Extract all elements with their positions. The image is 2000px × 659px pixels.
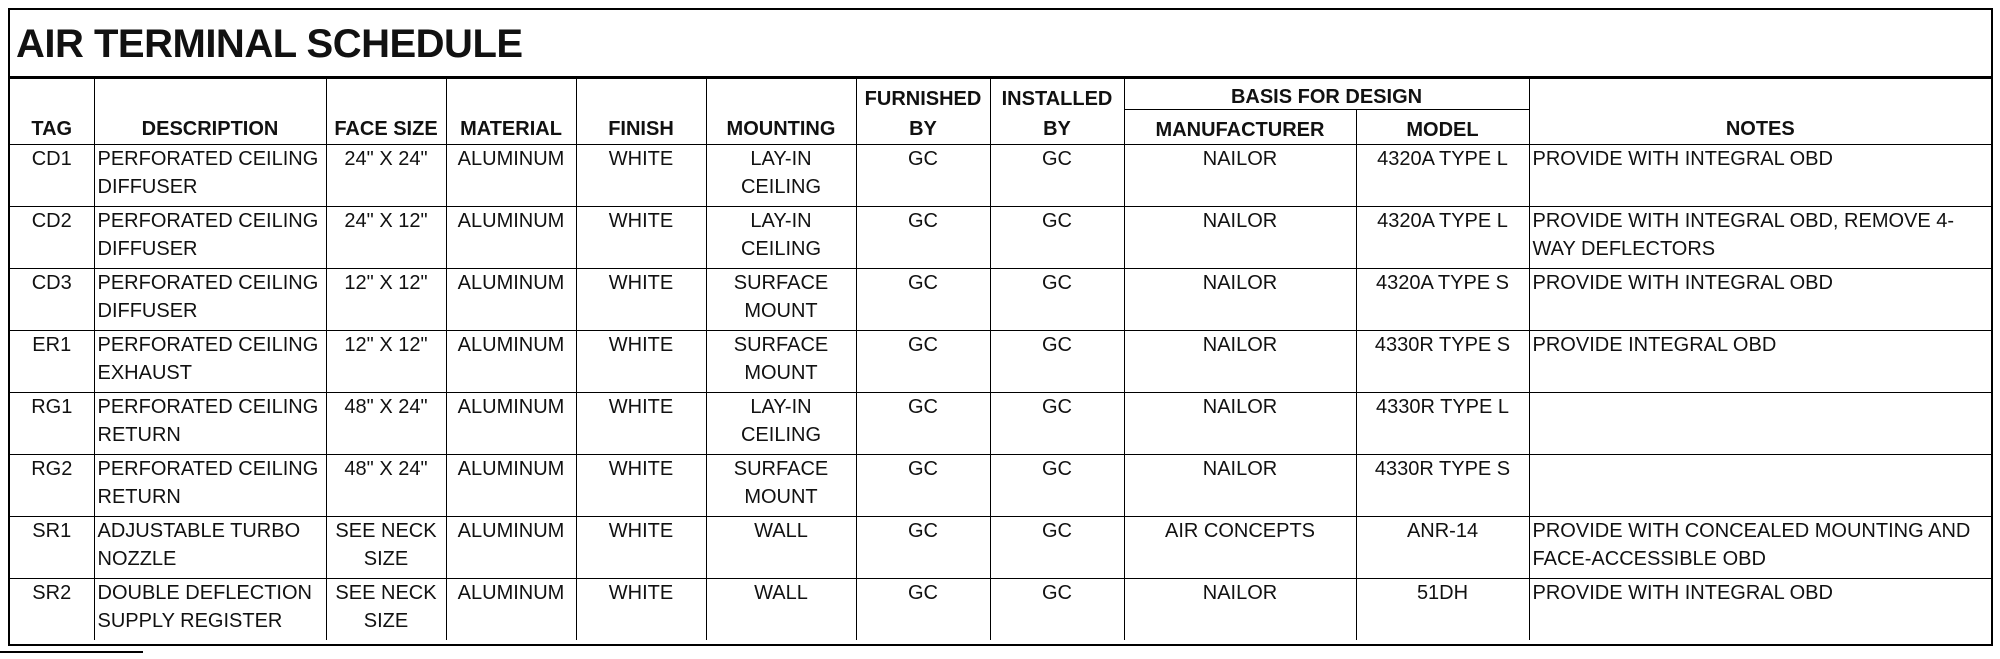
cell-manufacturer: NAILOR	[1124, 145, 1356, 207]
cell-tag: SR2	[10, 579, 94, 641]
cell-installed-by: GC	[990, 269, 1124, 331]
cell-finish: WHITE	[576, 145, 706, 207]
cell-mounting: LAY-IN CEILING	[706, 207, 856, 269]
cell-finish: WHITE	[576, 269, 706, 331]
cell-face-size: SEE NECK SIZE	[326, 579, 446, 641]
cell-tag: RG2	[10, 455, 94, 517]
cell-description: PERFORATED CEILING EXHAUST	[94, 331, 326, 393]
cell-material: ALUMINUM	[446, 207, 576, 269]
cell-face-size: 12" X 12"	[326, 331, 446, 393]
cell-furnished-by: GC	[856, 207, 990, 269]
cell-manufacturer: NAILOR	[1124, 455, 1356, 517]
cell-model: 4320A TYPE L	[1356, 207, 1529, 269]
cell-model: 4330R TYPE L	[1356, 393, 1529, 455]
cell-notes: PROVIDE INTEGRAL OBD	[1529, 331, 1991, 393]
cell-tag: SR1	[10, 517, 94, 579]
cell-notes: PROVIDE WITH INTEGRAL OBD, REMOVE 4-WAY DEFLECTORS	[1529, 207, 1991, 269]
cell-installed-by: GC	[990, 455, 1124, 517]
cell-model: 4320A TYPE L	[1356, 145, 1529, 207]
header-tag: TAG	[10, 79, 94, 145]
header-furnished-by-line2: BY	[909, 118, 937, 140]
schedule-title: AIR TERMINAL SCHEDULE	[10, 10, 1991, 78]
cell-installed-by: GC	[990, 517, 1124, 579]
cell-material: ALUMINUM	[446, 517, 576, 579]
cell-installed-by: GC	[990, 393, 1124, 455]
cell-tag: CD3	[10, 269, 94, 331]
cell-face-size: 48" X 24"	[326, 393, 446, 455]
cell-description: ADJUSTABLE TURBO NOZZLE	[94, 517, 326, 579]
cell-material: ALUMINUM	[446, 455, 576, 517]
schedule-table	[10, 78, 1991, 640]
header-notes: NOTES	[1529, 79, 1991, 145]
cell-description: DOUBLE DEFLECTION SUPPLY REGISTER	[94, 579, 326, 641]
cell-tag: CD2	[10, 207, 94, 269]
table-row	[10, 455, 1991, 517]
cell-model: 4330R TYPE S	[1356, 331, 1529, 393]
cell-mounting: WALL	[706, 517, 856, 579]
cell-furnished-by: GC	[856, 455, 990, 517]
table-row	[10, 331, 1991, 393]
cell-notes: PROVIDE WITH INTEGRAL OBD	[1529, 269, 1991, 331]
cell-notes	[1529, 393, 1991, 455]
cell-manufacturer: NAILOR	[1124, 579, 1356, 641]
cell-mounting: LAY-IN CEILING	[706, 145, 856, 207]
header-installed-by	[990, 79, 1124, 145]
header-installed-by-line2: BY	[1043, 118, 1071, 140]
table-row	[10, 145, 1991, 207]
cell-installed-by: GC	[990, 331, 1124, 393]
schedule-body	[10, 145, 1991, 641]
cell-tag: ER1	[10, 331, 94, 393]
cell-furnished-by: GC	[856, 145, 990, 207]
cell-mounting: WALL	[706, 579, 856, 641]
cell-face-size: SEE NECK SIZE	[326, 517, 446, 579]
cell-furnished-by: GC	[856, 393, 990, 455]
cell-manufacturer: NAILOR	[1124, 269, 1356, 331]
cell-finish: WHITE	[576, 455, 706, 517]
cell-material: ALUMINUM	[446, 331, 576, 393]
header-finish: FINISH	[576, 79, 706, 145]
schedule-sheet	[8, 8, 1993, 646]
table-row	[10, 579, 1991, 641]
cell-description: PERFORATED CEILING RETURN	[94, 455, 326, 517]
cell-description: PERFORATED CEILING RETURN	[94, 393, 326, 455]
table-row	[10, 517, 1991, 579]
cell-notes	[1529, 455, 1991, 517]
cell-mounting: SURFACE MOUNT	[706, 331, 856, 393]
cell-furnished-by: GC	[856, 579, 990, 641]
cell-furnished-by: GC	[856, 517, 990, 579]
header-manufacturer: MANUFACTURER	[1124, 110, 1356, 145]
header-face-size: FACE SIZE	[326, 79, 446, 145]
header-model: MODEL	[1356, 110, 1529, 145]
cell-tag: CD1	[10, 145, 94, 207]
cell-manufacturer: NAILOR	[1124, 331, 1356, 393]
cell-model: 4320A TYPE S	[1356, 269, 1529, 331]
cell-finish: WHITE	[576, 393, 706, 455]
cell-material: ALUMINUM	[446, 269, 576, 331]
cell-tag: RG1	[10, 393, 94, 455]
cell-material: ALUMINUM	[446, 393, 576, 455]
cell-notes: PROVIDE WITH INTEGRAL OBD	[1529, 145, 1991, 207]
cell-notes: PROVIDE WITH CONCEALED MOUNTING AND FACE-ACCESSIBLE OBD	[1529, 517, 1991, 579]
cell-mounting: SURFACE MOUNT	[706, 455, 856, 517]
cell-material: ALUMINUM	[446, 145, 576, 207]
cell-finish: WHITE	[576, 517, 706, 579]
cell-installed-by: GC	[990, 145, 1124, 207]
cell-model: 51DH	[1356, 579, 1529, 641]
cell-model: 4330R TYPE S	[1356, 455, 1529, 517]
header-installed-by-line1: INSTALLED	[1001, 88, 1113, 110]
cell-model: ANR-14	[1356, 517, 1529, 579]
header-furnished-by	[856, 79, 990, 145]
cell-manufacturer: AIR CONCEPTS	[1124, 517, 1356, 579]
cell-manufacturer: NAILOR	[1124, 393, 1356, 455]
cell-finish: WHITE	[576, 207, 706, 269]
table-row	[10, 393, 1991, 455]
sheet-border-stub	[0, 651, 143, 656]
cell-notes: PROVIDE WITH INTEGRAL OBD	[1529, 579, 1991, 641]
header-material: MATERIAL	[446, 79, 576, 145]
cell-description: PERFORATED CEILING DIFFUSER	[94, 145, 326, 207]
table-row	[10, 207, 1991, 269]
cell-finish: WHITE	[576, 331, 706, 393]
cell-mounting: LAY-IN CEILING	[706, 393, 856, 455]
header-furnished-by-line1: FURNISHED	[864, 88, 982, 110]
cell-description: PERFORATED CEILING DIFFUSER	[94, 269, 326, 331]
header-basis-for-design: BASIS FOR DESIGN	[1124, 79, 1529, 110]
cell-finish: WHITE	[576, 579, 706, 641]
table-row	[10, 269, 1991, 331]
cell-face-size: 12" X 12"	[326, 269, 446, 331]
cell-mounting: SURFACE MOUNT	[706, 269, 856, 331]
cell-furnished-by: GC	[856, 269, 990, 331]
cell-installed-by: GC	[990, 579, 1124, 641]
cell-manufacturer: NAILOR	[1124, 207, 1356, 269]
cell-face-size: 48" X 24"	[326, 455, 446, 517]
cell-installed-by: GC	[990, 207, 1124, 269]
cell-face-size: 24" X 12"	[326, 207, 446, 269]
cell-description: PERFORATED CEILING DIFFUSER	[94, 207, 326, 269]
cell-material: ALUMINUM	[446, 579, 576, 641]
header-mounting: MOUNTING	[706, 79, 856, 145]
header-description: DESCRIPTION	[94, 79, 326, 145]
cell-furnished-by: GC	[856, 331, 990, 393]
cell-face-size: 24" X 24"	[326, 145, 446, 207]
